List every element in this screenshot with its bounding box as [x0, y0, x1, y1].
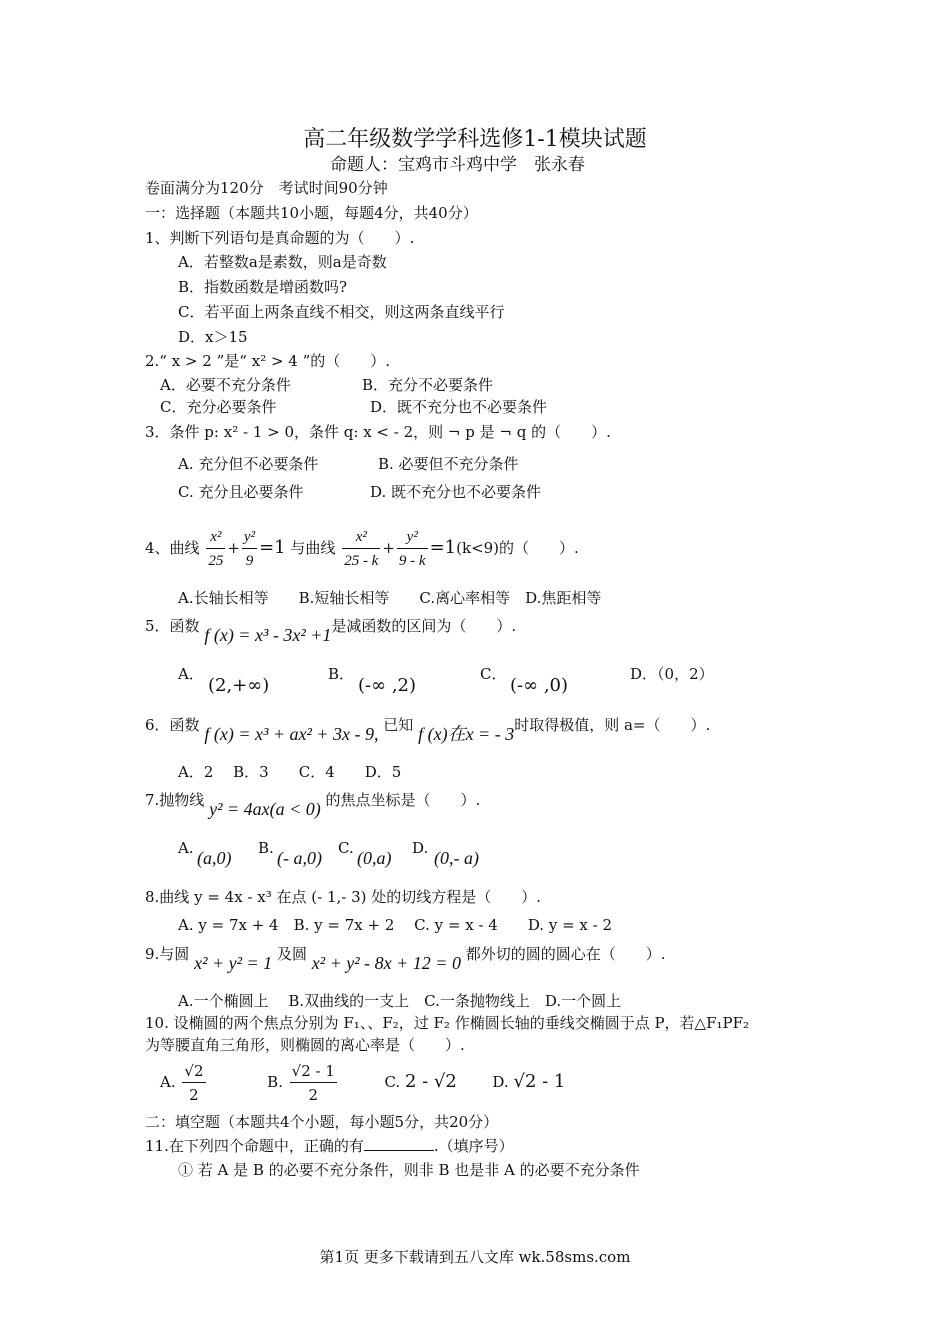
q5-option-d: D．（0，2） [630, 665, 714, 683]
q5-option-a-value: (2,+∞) [208, 675, 270, 696]
q7-formula: y² = 4ax(a < 0) [209, 799, 321, 819]
q4-fraction-3: $\frac{\text{x²}}{25 - k}$ [342, 526, 380, 573]
q4-stem: 4、曲线 $\frac{\text{x²}}{25}$ + $\frac{\text{y²}}{9}$ =1 与曲线 $\frac{\text{x²}}{25 - k}$ + $\frac{\text{y²}}{9 - k}$ =1(k<9)的（ ）. [145, 520, 579, 576]
q8-options: A. y = 7x + 4 B. y = 7x + 2 C. y = x - 4 D. y = x - 2 [178, 916, 613, 934]
q10-option-b-value: $\frac{√2 - 1}{2}$ [291, 1061, 335, 1104]
q3-option-d: D. 既不充分也不必要条件 [370, 483, 542, 501]
q11-stem [145, 1136, 514, 1156]
q10-option-a-label: A. [160, 1073, 176, 1091]
q7-option-b-value: (- a,0) [277, 848, 322, 868]
q3-option-c: C. 充分且必要条件 [178, 483, 304, 501]
q5-stem [145, 615, 517, 645]
author-line: 命题人：宝鸡市斗鸡中学 张永春 [330, 155, 585, 175]
page-footer: 第1页 更多下载请到五八文库 wk.58sms.com [319, 1248, 631, 1266]
q3-option-b: B. 必要但不充分条件 [378, 455, 519, 473]
q6-suffix: 时取得极值，则 a=（ ）. [514, 716, 711, 734]
q9-suffix: 都外切的圆的圆心在（ ）. [465, 945, 666, 963]
q9-circle-1: x² + y² = 1 [194, 953, 273, 973]
q6-formula: f (x) = x³ + ax² + 3x - 9, [204, 724, 379, 744]
q4-fraction-1: $\frac{\text{x²}}{25}$ [206, 526, 225, 573]
q7-suffix: 的焦点坐标是（ ）. [325, 791, 481, 809]
q9-options: A.一个椭圆上 B.双曲线的一支上 C.一条抛物线上 D.一个圆上 [178, 992, 622, 1010]
q4-eq-2: =1 [429, 537, 457, 558]
q7-option-c-label: C. [338, 839, 354, 857]
q5-suffix: 是减函数的区间为（ ）. [331, 617, 517, 635]
q7-option-d-value: (0,- a) [434, 848, 479, 868]
q5-option-c-value: (-∞ ,0) [510, 675, 569, 696]
q9-mid: 及圆 [276, 945, 307, 963]
q5-option-a-label: A． [178, 665, 204, 683]
q11-answer-blank[interactable] [364, 1136, 434, 1151]
q4-prefix: 4、曲线 [145, 539, 200, 557]
q5-prefix: 5．函数 [145, 617, 200, 635]
q6-options: A．2 B．3 C．4 D．5 [178, 763, 402, 781]
q8-stem: 8.曲线 y = 4x - x³ 在点 (- 1,- 3) 处的切线方程是（ ）. [145, 888, 542, 906]
q10-option-a-value: $\frac{√2}{2}$ [184, 1061, 204, 1104]
q7-option-c-value: (0,a) [357, 848, 392, 868]
q10-options [160, 1058, 565, 1107]
q5-formula: f (x) = x³ - 3x² +1 [204, 625, 332, 645]
q10-option-b-label: B. [267, 1073, 283, 1091]
q2-stem: 2.“ x > 2 ”是“ x² > 4 ”的（ ）. [145, 352, 391, 370]
q4-options: A.长轴长相等 B.短轴长相等 C.离心率相等 D.焦距相等 [178, 589, 602, 607]
q7-option-d-label: D. [412, 839, 429, 857]
q10-option-d-value: √2 - 1 [513, 1071, 566, 1092]
q10-option-c-value: 2 - √2 [404, 1071, 457, 1092]
q5-option-b-label: B． [328, 665, 355, 683]
q6-prefix: 6．函数 [145, 716, 200, 734]
q7-prefix: 7.抛物线 [145, 791, 205, 809]
q1-option-b: B．指数函数是增函数吗? [178, 278, 348, 296]
exam-info: 卷面满分为120分 考试时间90分钟 [145, 179, 388, 197]
q5-option-b-value: (-∞ ,2) [358, 675, 417, 696]
q7-option-a-label: A. [178, 839, 194, 857]
q10-line-2: 为等腰直角三角形，则椭圆的离心率是（ ）. [145, 1036, 465, 1054]
q1-option-c: C．若平面上两条直线不相交，则这两条直线平行 [178, 303, 505, 321]
q6-known: 已知 [383, 716, 414, 734]
q5-option-c-label: C． [480, 665, 507, 683]
q9-prefix: 9.与圆 [145, 945, 190, 963]
q4-suffix: (k<9)的（ ）. [456, 539, 579, 557]
q4-fraction-2: $\frac{\text{y²}}{9}$ [242, 526, 257, 573]
q3-stem: 3．条件 p: x² - 1 > 0，条件 q: x < - 2，则 ¬ p 是 ¬ q 的（ ）. [145, 423, 611, 441]
q4-eq-1: =1 [259, 537, 286, 558]
q1-option-a: A．若整数a是素数，则a是奇数 [178, 253, 387, 271]
q10-option-c-label: C. [384, 1073, 401, 1091]
q1-stem: 1、判断下列语句是真命题的为（ ）. [145, 229, 415, 247]
q10-option-d-label: D. [492, 1073, 509, 1091]
q7-stem [145, 789, 481, 819]
q2-option-c: C．充分必要条件 [160, 398, 277, 416]
q2-option-a: A．必要不充分条件 [160, 376, 291, 394]
q9-circle-2: x² + y² - 8x + 12 = 0 [311, 953, 461, 973]
q6-stem [145, 714, 711, 744]
section-1-heading: 一：选择题（本题共10小题，每题4分，共40分） [145, 204, 478, 222]
q11-stem-tail: .（填序号） [433, 1137, 514, 1155]
q11-stem-text: 11.在下列四个命题中，正确的有 [145, 1137, 364, 1155]
q10-line-1: 10. 设椭圆的两个焦点分别为 F₁、、F₂，过 F₂ 作椭圆长轴的垂线交椭圆于点 P，若△F₁PF₂ [145, 1014, 750, 1032]
q7-option-b-label: B. [258, 839, 274, 857]
q4-mid: 与曲线 [290, 539, 336, 557]
q7-option-a-value: (a,0) [197, 848, 232, 868]
q4-fraction-4: $\frac{\text{y²}}{9 - k}$ [397, 526, 428, 573]
q11-item-1: ① 若 A 是 B 的必要不充分条件，则非 B 也是非 A 的必要不充分条件 [178, 1161, 640, 1179]
q9-stem [145, 943, 666, 973]
q6-condition: f (x)在x = - 3 [418, 724, 515, 744]
q2-option-d: D．既不充分也不必要条件 [370, 398, 548, 416]
q2-option-b: B．充分不必要条件 [362, 376, 494, 394]
page-title: 高二年级数学学科选修1-1模块试题 [303, 127, 647, 152]
q1-option-d: D．x＞15 [178, 328, 248, 346]
section-2-heading: 二：填空题（本题共4个小题，每小题5分，共20分） [145, 1113, 499, 1131]
q3-option-a: A. 充分但不必要条件 [178, 455, 319, 473]
